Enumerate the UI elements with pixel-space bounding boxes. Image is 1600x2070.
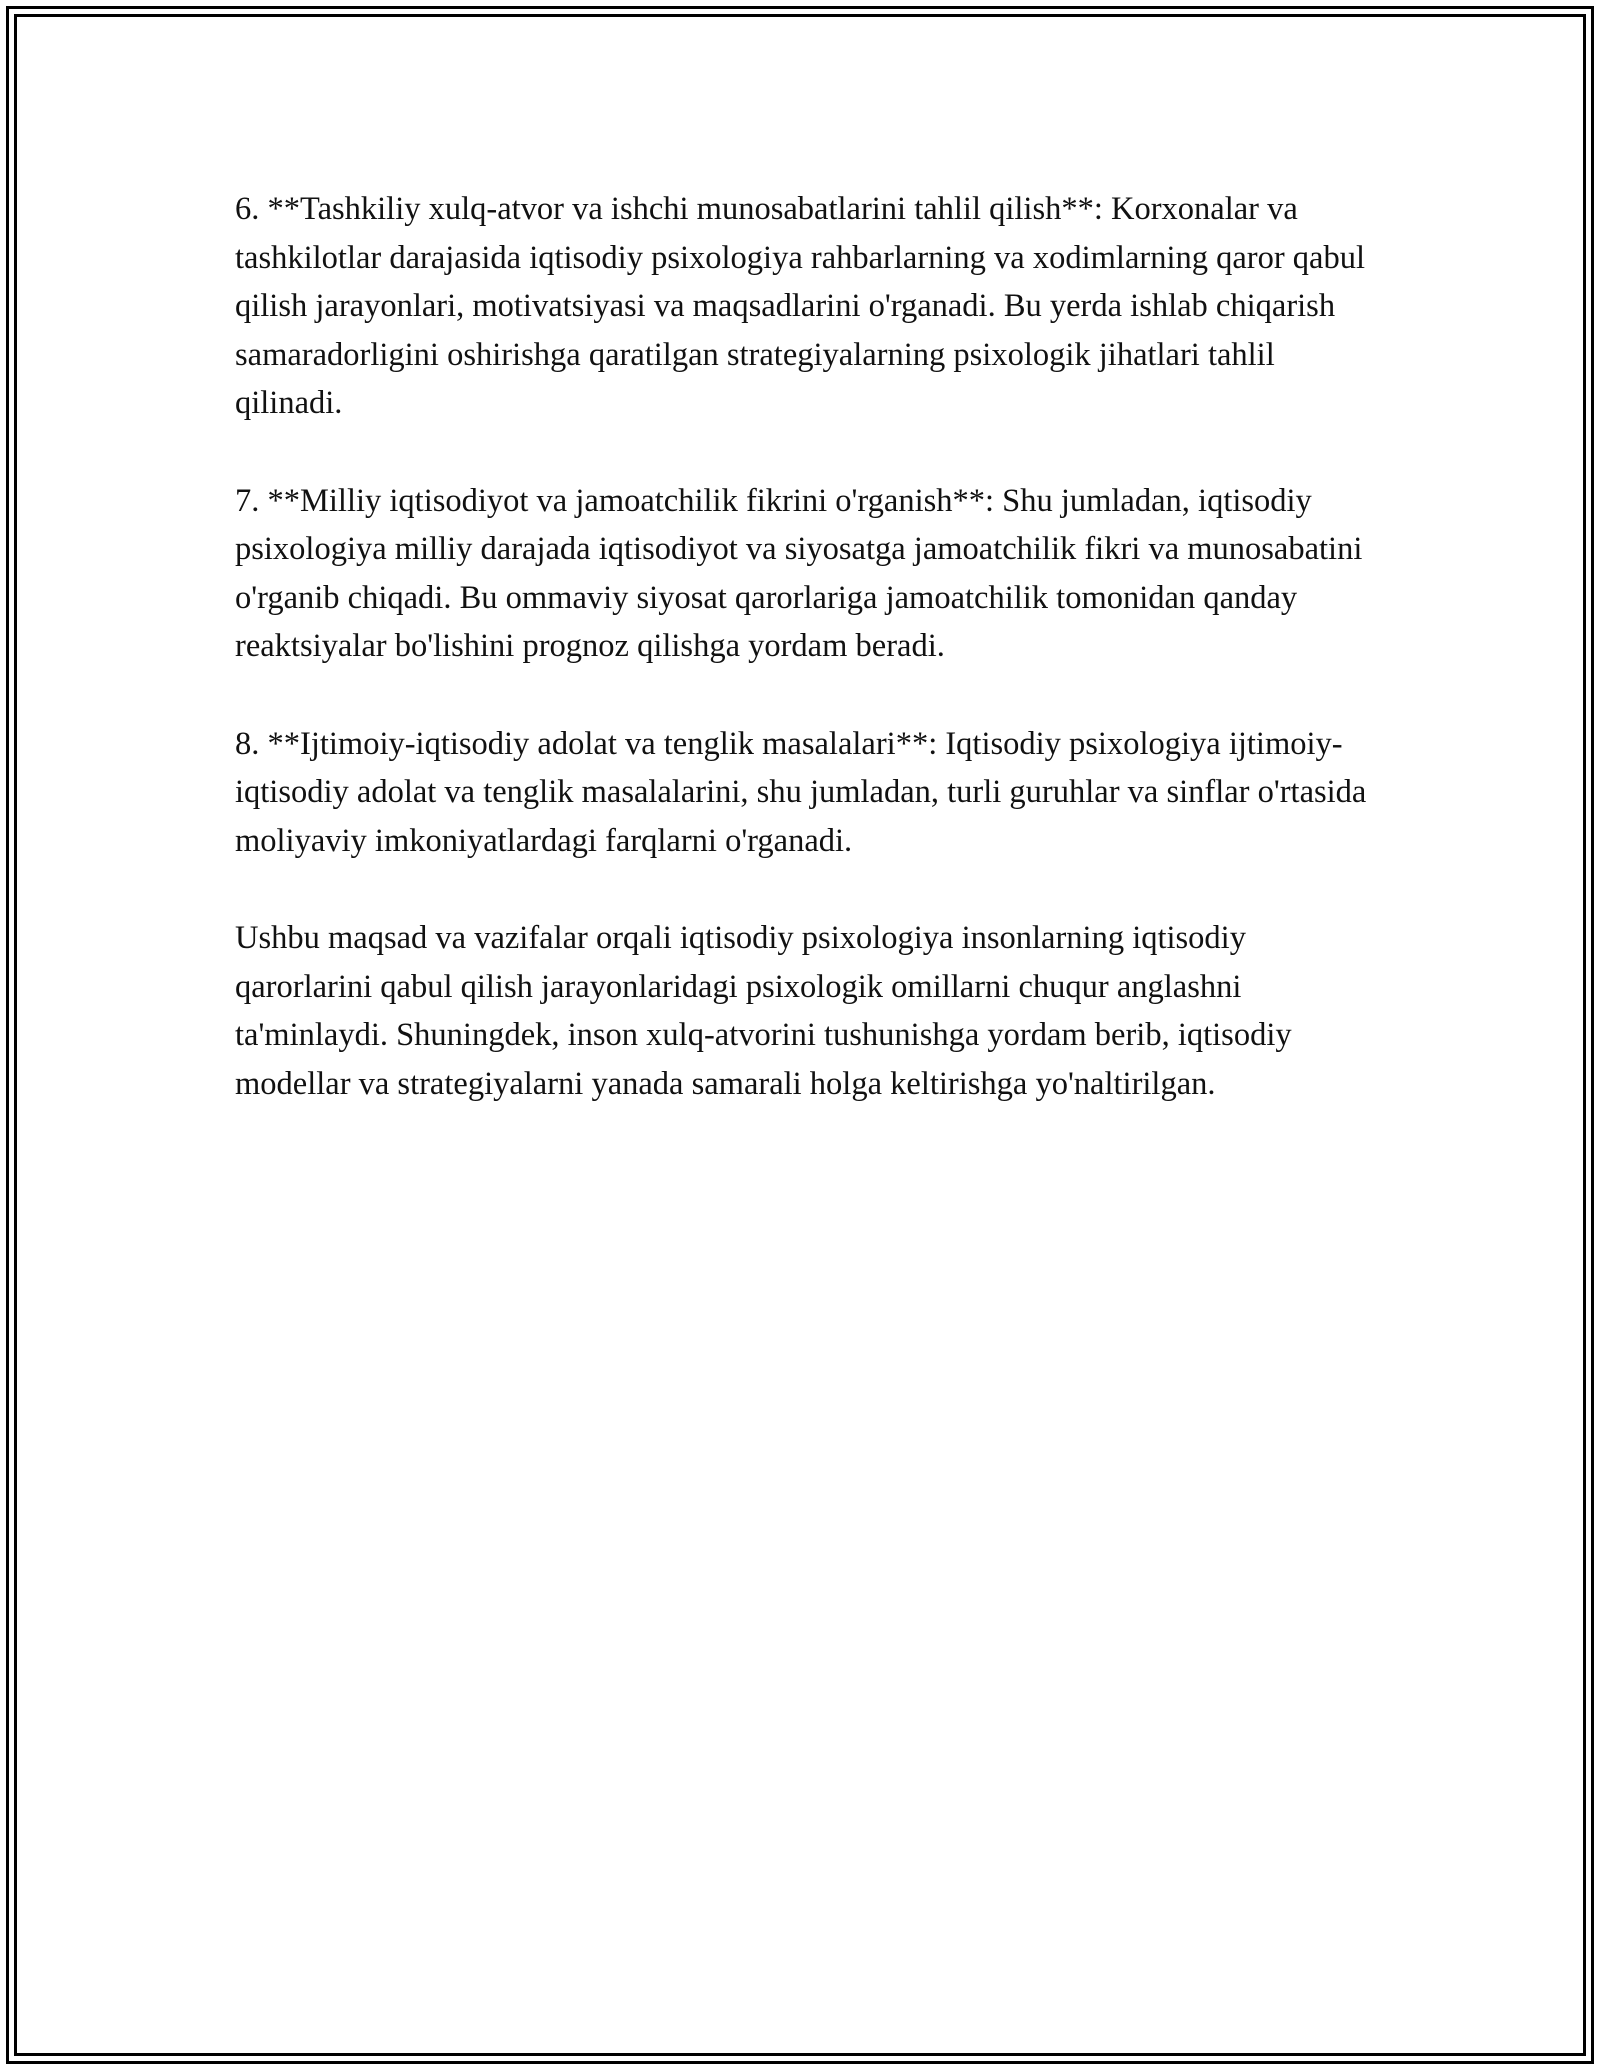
paragraph-item-7: 7. **Milliy iqtisodiyot va jamoatchilik fikrini o'rganish**: Shu jumladan, iqtisodiy psixologiya milliy darajada iqtisodiyot va siyosatga jamoatchilik fikri va munosabatini o'rganib chiqadi. Bu ommaviy siyosat qarorlariga jamoatchilik tomonidan qanday reaktsiyalar bo'lishini prognoz qilishga yordam beradi.: [235, 482, 1363, 664]
document-body: [235, 185, 1375, 1157]
paragraph-item-8: 8. **Ijtimoiy-iqtisodiy adolat va tenglik masalalari**: Iqtisodiy psixologiya ijtimoiy-iqtisodiy adolat va tenglik masalalarini, shu jumladan, turli guruhlar va sinflar o'rtasida moliyaviy imkoniyatlardagi farqlarni o'rganadi.: [235, 725, 1367, 859]
paragraph-item-6: 6. **Tashkiliy xulq-atvor va ishchi munosabatlarini tahlil qilish**: Korxonalar va tashkilotlar darajasida iqtisodiy psixologiya rahbarlarning va xodimlarning qaror qabul qilish jarayonlari, motivatsiyasi va maqsadlarini o'rganadi. Bu yerda ishlab chiqarish samaradorligini oshirishga qaratilgan strategiyalarning psixologik jihatlari tahlil qilinadi.: [235, 191, 1365, 421]
paragraph-conclusion: Ushbu maqsad va vazifalar orqali iqtisodiy psixologiya insonlarning iqtisodiy qarorlarini qabul qilish jarayonlaridagi psixologik omillarni chuqur anglashni ta'minlaydi. Shuningdek, inson xulq-atvorini tushunishga yordam berib, iqtisodiy modellar va strategiyalarni yanada samarali holga keltirishga yo'naltirilgan.: [235, 920, 1292, 1102]
